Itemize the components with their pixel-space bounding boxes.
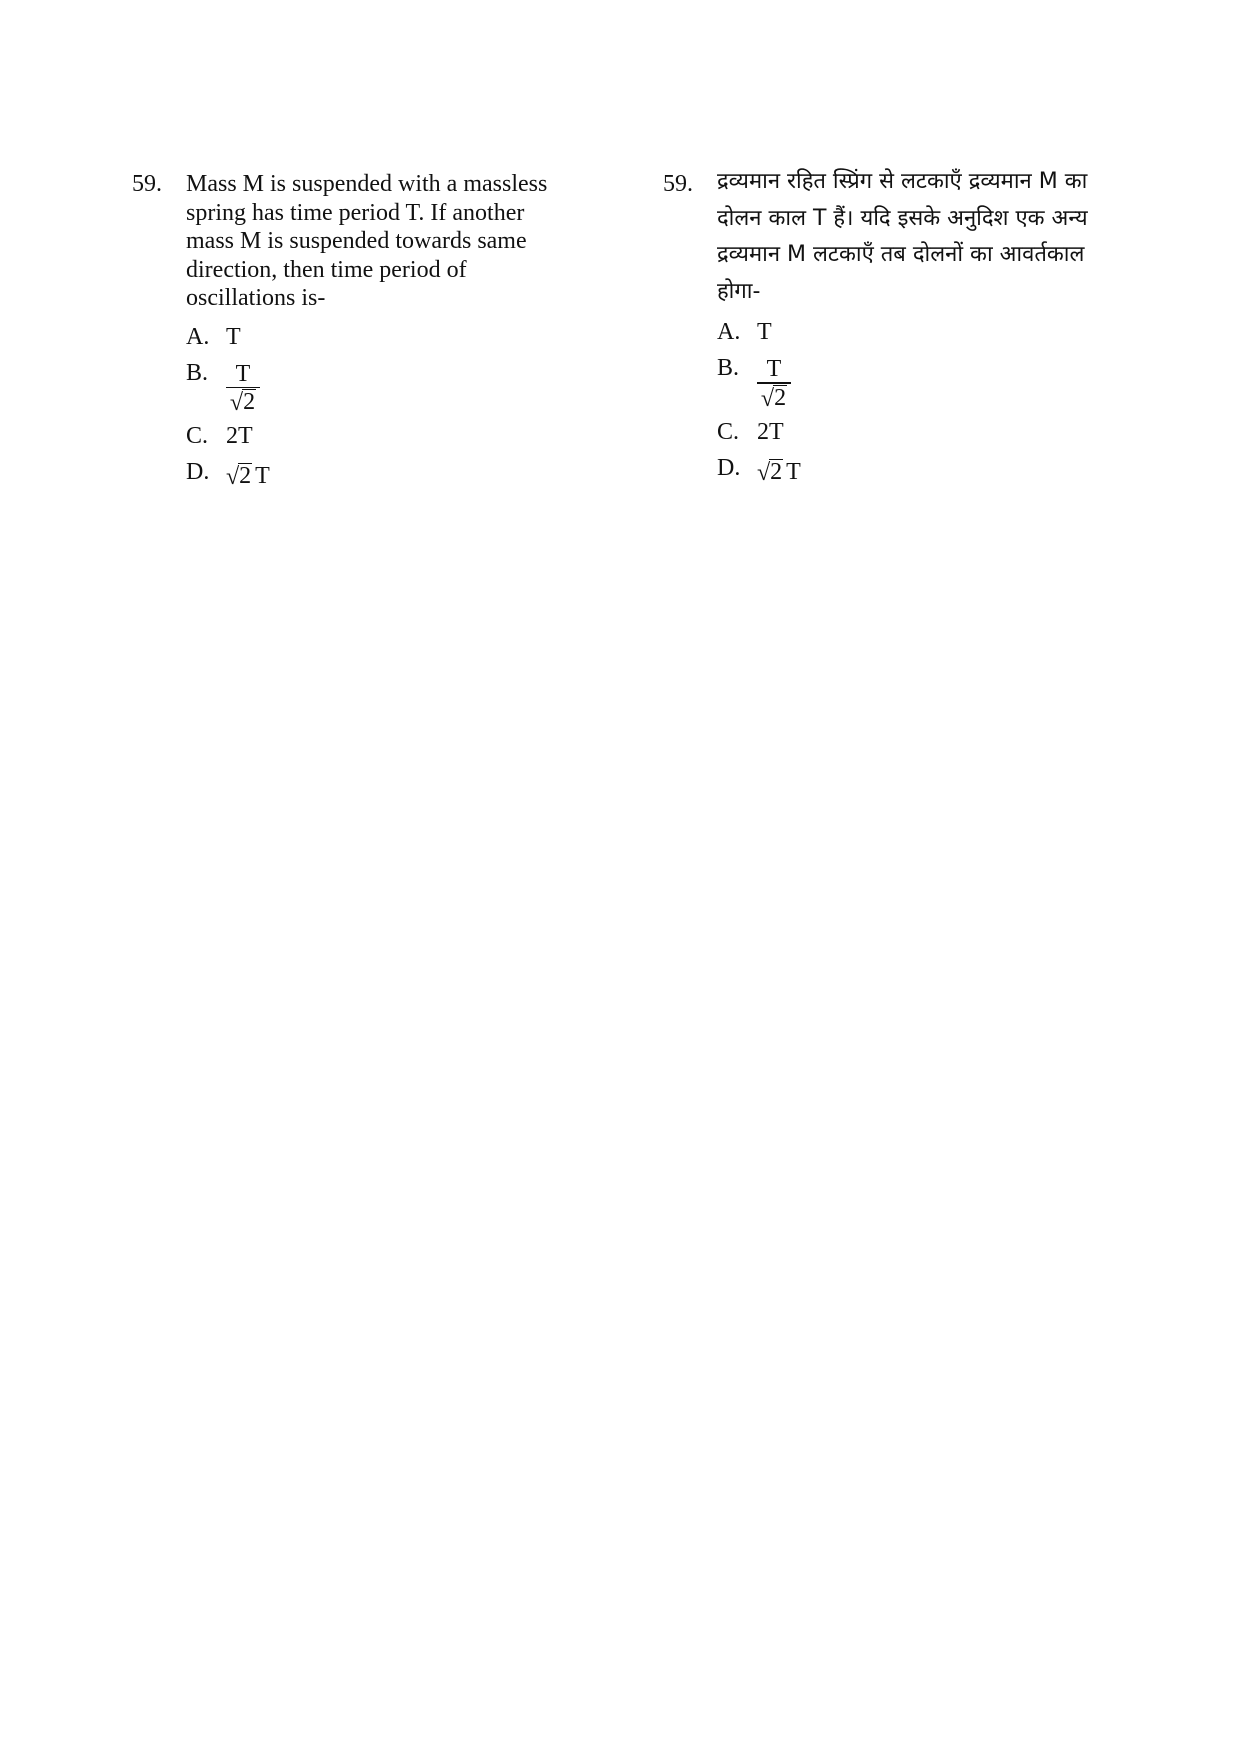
question-number: 59. bbox=[132, 171, 162, 197]
option-letter: A. bbox=[717, 319, 741, 345]
option-letter: C. bbox=[717, 418, 740, 445]
radicand: 2 bbox=[243, 389, 256, 415]
question-stem bbox=[186, 170, 592, 313]
square-root bbox=[226, 462, 252, 488]
option-letter: C. bbox=[186, 423, 209, 449]
question-number: 59. bbox=[663, 171, 693, 197]
question-59-hindi bbox=[663, 170, 1133, 492]
option-b bbox=[717, 354, 1133, 410]
stem-line: Mass M is suspended with a massless bbox=[186, 171, 548, 197]
option-letter: D. bbox=[717, 454, 741, 481]
options-list bbox=[717, 318, 1133, 484]
option-value: T bbox=[757, 319, 772, 345]
square-root bbox=[230, 388, 256, 414]
option-tail: T bbox=[255, 463, 270, 489]
option-b bbox=[186, 359, 592, 415]
radical-sign: √ bbox=[229, 390, 244, 416]
option-letter: B. bbox=[717, 355, 740, 381]
stem-line: oscillations is- bbox=[186, 285, 326, 311]
option-value: T bbox=[226, 323, 241, 350]
question-stem bbox=[717, 164, 1133, 310]
stem-line: होगा- bbox=[717, 278, 761, 304]
option-d bbox=[186, 458, 592, 488]
fraction-numerator: T bbox=[766, 356, 782, 382]
option-c bbox=[186, 422, 592, 450]
option-a bbox=[186, 323, 592, 351]
radicand: 2 bbox=[774, 384, 787, 411]
option-value bbox=[226, 462, 270, 488]
option-d bbox=[717, 454, 1133, 484]
options-list bbox=[186, 323, 592, 489]
question-body bbox=[186, 170, 592, 488]
radical-sign: √ bbox=[757, 459, 771, 486]
stem-line: direction, then time period of bbox=[186, 256, 467, 283]
question-59-english bbox=[132, 170, 592, 496]
stem-line: spring has time period T. If another bbox=[186, 199, 525, 226]
square-root bbox=[757, 458, 783, 484]
option-tail: T bbox=[786, 458, 801, 485]
option-value bbox=[757, 458, 801, 484]
question-body bbox=[717, 164, 1133, 484]
stem-line: द्रव्यमान रहित स्प्रिंग से लटकाएँ द्रव्यमान M का bbox=[717, 169, 1088, 194]
option-value: 2T bbox=[226, 423, 253, 449]
radical-sign: √ bbox=[226, 464, 240, 490]
square-root bbox=[761, 384, 787, 410]
stem-line: mass M is suspended towards same bbox=[186, 228, 527, 254]
radicand: 2 bbox=[770, 458, 783, 485]
stem-line: दोलन काल T हैं। यदि इसके अनुदिश एक अन्य bbox=[717, 205, 1088, 231]
stem-line: द्रव्यमान M लटकाएँ तब दोलनों का आवर्तकाल bbox=[717, 242, 1085, 267]
fraction bbox=[757, 356, 791, 410]
option-letter: B. bbox=[186, 359, 209, 386]
radical-sign: √ bbox=[760, 385, 775, 412]
option-c bbox=[717, 418, 1133, 446]
fraction-numerator: T bbox=[235, 360, 251, 387]
option-a bbox=[717, 318, 1133, 346]
fraction bbox=[226, 361, 260, 415]
option-value: 2T bbox=[757, 418, 784, 445]
option-letter: D. bbox=[186, 459, 210, 485]
radicand: 2 bbox=[239, 463, 252, 489]
option-letter: A. bbox=[186, 323, 210, 350]
